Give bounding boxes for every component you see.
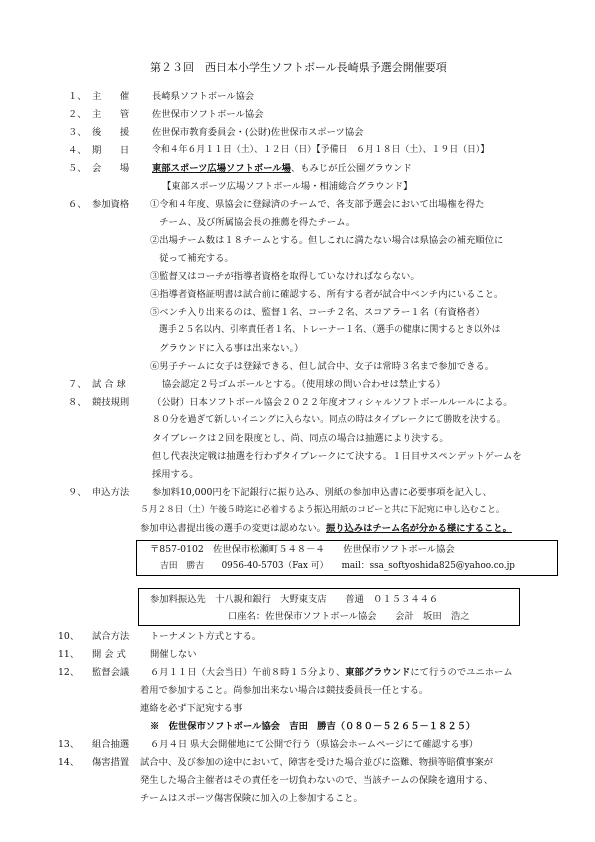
- item-number: 10、: [58, 631, 80, 642]
- application-line: ５月２８日（土）午後５時迄に必着するよう振込用紙のコピーと共に下記宛に申し込むこと。: [140, 505, 505, 515]
- venue-text: 、もみじが丘公園グラウンド: [290, 163, 412, 174]
- format-text: トーナメント方式とする。: [150, 631, 262, 642]
- opening-text: 開催しない: [150, 649, 197, 660]
- manager-text: 佐世保市ソフトボール協会: [152, 109, 264, 120]
- item-label: 申込方法: [92, 487, 130, 498]
- address-line: 〒857-0102 佐世保市松瀬町５４８－４ 佐世保市ソフトボール協会: [150, 544, 455, 555]
- bank-line: 参加料振込先 十八親和銀行 大野東支店 普通 ０１５３４４６: [150, 594, 439, 605]
- item-number: 14、: [58, 757, 80, 768]
- eligibility-line: 選手２５名以内、引率責任者１名、トレーナー１名、（選手の健康に関するとき以外は: [150, 325, 501, 335]
- item-label: 試 合 球: [92, 379, 126, 390]
- meeting-line: 着用で参加すること。尚参加出来ない場合は競技委員長一任とする。: [140, 685, 429, 696]
- eligibility-line: 従って補充する。: [150, 253, 234, 264]
- item-label: 主 管: [92, 109, 130, 120]
- rules-line: タイブレークは２回を限度とし、尚、同点の場合は抽選により決する。: [152, 433, 449, 444]
- document-title: 第２３回 西日本小学生ソフトボール長崎県予選会開催要項: [150, 61, 447, 74]
- item-number: ８、: [68, 397, 87, 408]
- item-number: 12、: [58, 667, 80, 678]
- item-label: 開 会 式: [92, 649, 126, 660]
- meeting-text-end: にて行うのでユニホーム: [410, 667, 513, 678]
- application-note-bold: 振り込みはチーム名が分かる様にすること。: [325, 523, 512, 534]
- meeting-line: 連絡を必ず下記宛する事: [140, 703, 243, 714]
- injury-line: 試合中、及び参加の途中において、障害を受けた場合並びに盗難、物損等賠償事案が: [140, 757, 494, 768]
- item-number: ７、: [68, 379, 87, 390]
- meeting-contact: ※ 佐世保市ソフトボール協会 吉田 勝吉（０８０－５２６５－１８２５）: [150, 721, 476, 732]
- eligibility-line: ⑤ベンチ入り出来るのは、監督１名、コーチ２名、スコアラー１名（有資格者）: [150, 307, 485, 318]
- item-number: ６、: [68, 199, 87, 210]
- support-text: 佐世保市教育委員会・(公財)佐世保市スポーツ協会: [152, 127, 364, 138]
- item-number: ２、: [68, 109, 87, 120]
- item-number: ３、: [68, 127, 87, 138]
- address-contact-line: 吉田 勝吉 0956-40-5703（Fax 可） mail：ssa_softyoshida825@yahoo.co.jp: [160, 561, 515, 571]
- date-text: 令和４年６月１１日（土）、１２日（日）【予備日 ６月１８日（土）、１９日（日）】: [152, 145, 490, 155]
- rules-line: 但し代表決定戦は抽選を行わずタイブレークにて決する。１日目サスペンデットゲームを: [152, 451, 522, 462]
- ball-text: 協会認定２号ゴムボールとする。（使用球の問い合わせは禁止する）: [162, 379, 446, 390]
- item-number: ９、: [68, 487, 87, 498]
- item-label: 組合抽選: [92, 739, 130, 750]
- eligibility-line: グラウンドに入る事は出来ない。）: [150, 343, 304, 354]
- meeting-text: ６月１１日（大会当日）午前８時１５分より、: [150, 667, 346, 678]
- item-number: ４、: [68, 145, 87, 156]
- item-label: 傷害措置: [92, 757, 130, 768]
- meeting-venue: 東部グラウンド: [345, 667, 411, 678]
- eligibility-line: ①令和４年度、県協会に登録済のチームで、各支部予選会において出場権を得た: [150, 199, 485, 210]
- application-line: 参加料10,000円を下記銀行に振り込み、別紙の参加申込書に必要事項を記入し、: [152, 487, 492, 498]
- eligibility-line: チーム、及び所属協会長の推薦を得たチーム。: [150, 217, 356, 228]
- item-label: 期 日: [92, 145, 130, 156]
- venue-sub: 【東部スポーツ広場ソフトボール場・相浦総合グラウンド】: [162, 181, 413, 192]
- item-number: 11、: [58, 649, 80, 660]
- item-label: 試合方法: [92, 631, 130, 642]
- item-number: ５、: [68, 163, 87, 174]
- eligibility-line: ③監督又はコーチが指導者資格を取得していなければならない。: [150, 271, 420, 282]
- item-number: 13、: [58, 739, 80, 750]
- eligibility-line: ④指導者資格証明書は試合前に確認する、所有する者が試合中ベンチ内にいること。: [150, 289, 504, 300]
- item-label: 競技規則: [92, 397, 130, 408]
- item-label: 主 催: [92, 91, 130, 102]
- rules-line: （公財）日本ソフトボール協会２０２２年度オフィシャルソフトボールルールによる。: [152, 397, 513, 408]
- injury-line: 発生した場合主催者はその責任を一切負わないので、当該チームの保険を適用する、: [140, 775, 494, 786]
- eligibility-line: ⑥男子チームに女子は登録できる、但し試合中、女子は常時３名まで参加できる。: [150, 361, 494, 372]
- organizer-text: 長崎県ソフトボール協会: [152, 91, 255, 102]
- item-label: 会 場: [92, 163, 130, 174]
- rules-line: ８０分を過ぎて新しいイニングに入らない。同点の時はタイブレークにて勝敗を決する。: [152, 415, 506, 425]
- draw-text: ６月４日 県大会開催地にて公開で行う（県協会ホームページにて確認する事）: [150, 739, 479, 750]
- application-note: 参加申込書提出後の選手の変更は認めない。: [140, 523, 326, 534]
- item-label: 監督会議: [92, 667, 130, 678]
- injury-line: チームはスポーツ傷害保険に加入の上参加すること。: [140, 793, 363, 804]
- venue-main: 東部スポーツ広場ソフトボール場: [152, 163, 291, 174]
- item-number: １、: [68, 91, 87, 102]
- rules-line: 採用する。: [152, 469, 199, 480]
- eligibility-line: ②出場チーム数は１８チームとする。但しこれに満たない場合は県協会の補充順位に: [150, 235, 504, 246]
- item-label: 参加資格: [92, 199, 130, 210]
- bank-account-line: 口座名：佐世保市ソフトボール協会 会計 坂田 浩之: [228, 611, 470, 622]
- item-label: 後 援: [92, 127, 130, 138]
